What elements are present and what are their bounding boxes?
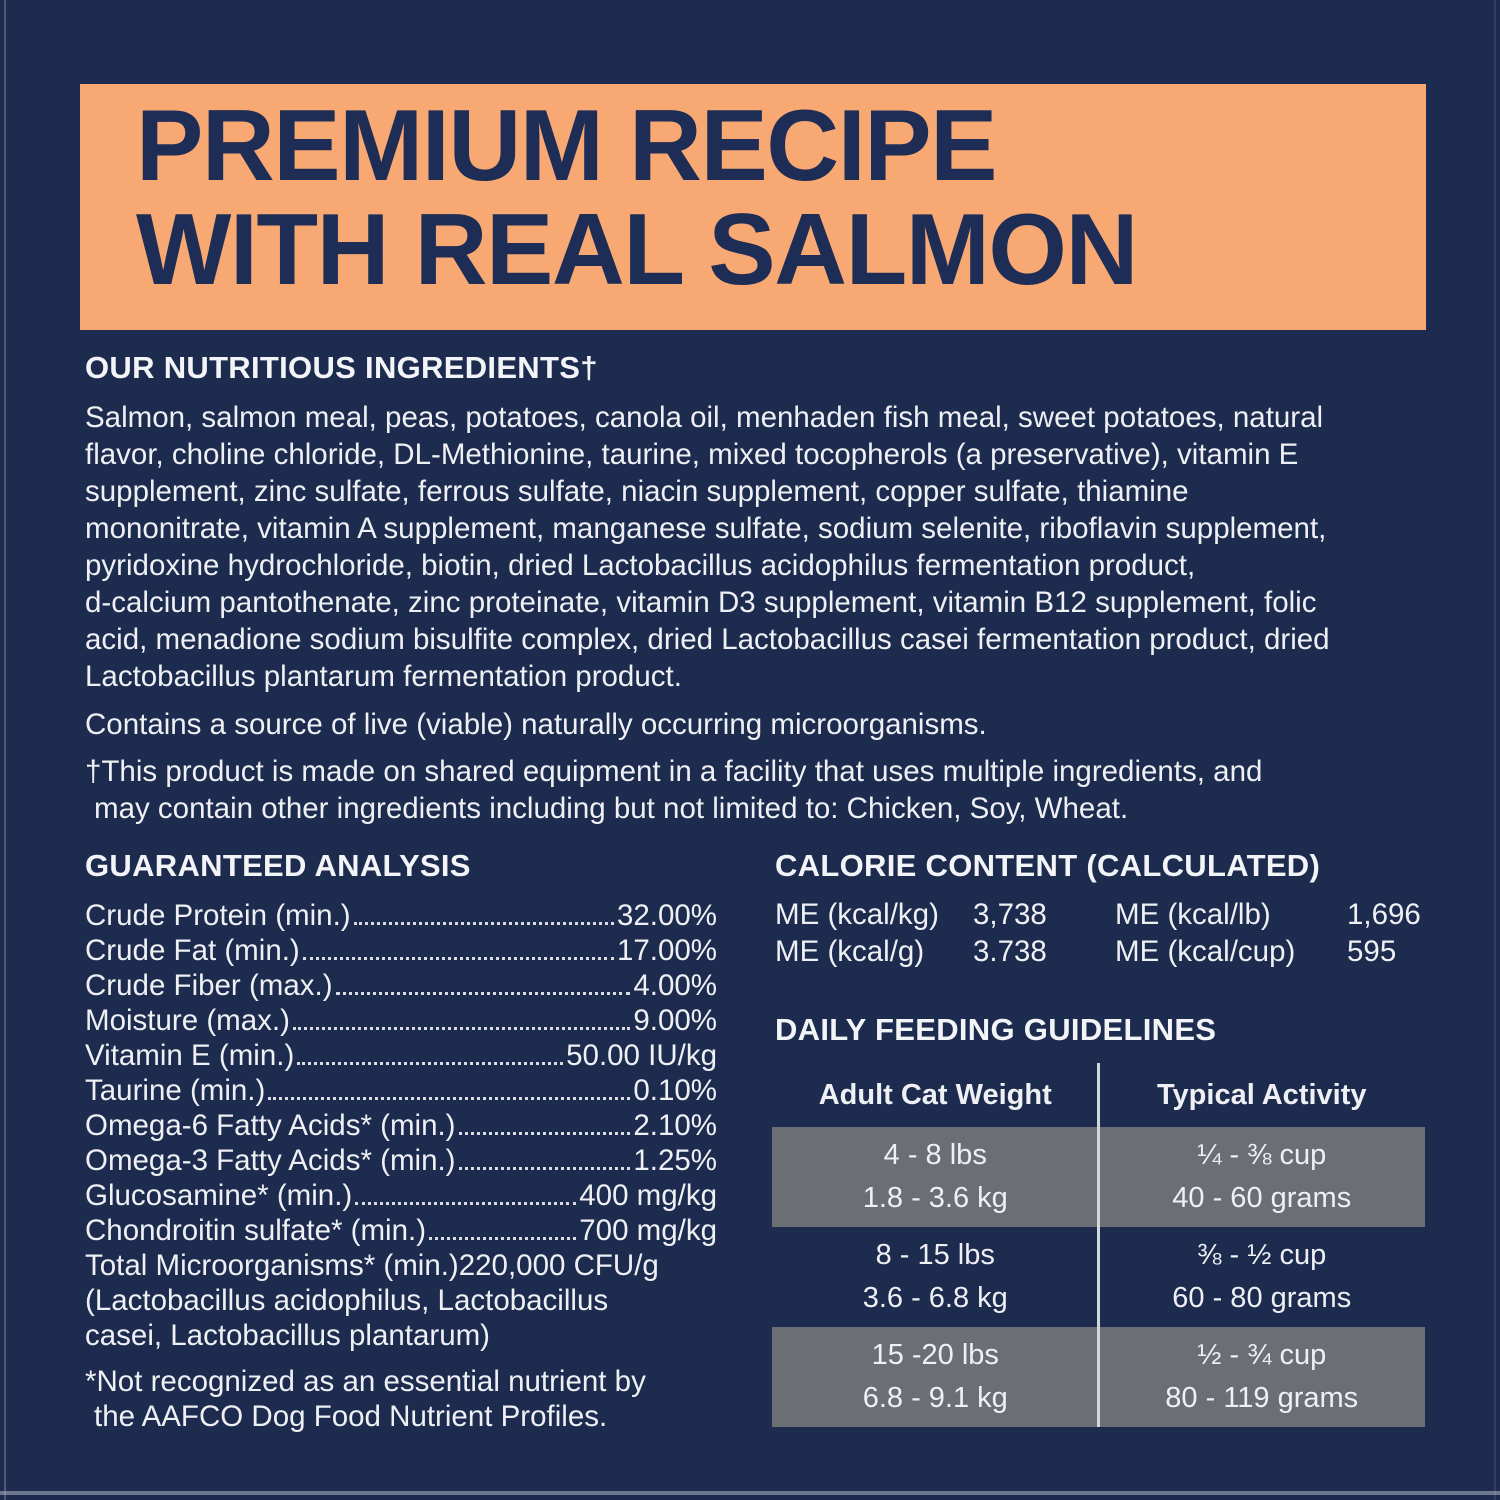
- analysis-total-microorganisms: Total Microorganisms* (min.)220,000 CFU/g: [85, 1249, 659, 1282]
- weight-kg: 1.8 - 3.6 kg: [862, 1182, 1008, 1214]
- package-edge-bottom: [0, 1491, 1500, 1495]
- guaranteed-analysis-heading: GUARANTEED ANALYSIS: [85, 848, 471, 883]
- product-title: [136, 90, 1137, 306]
- ingredients-paragraph: [85, 399, 1435, 695]
- title-banner: [80, 84, 1426, 330]
- analysis-value: 0.10%: [633, 1074, 717, 1107]
- feeding-guidelines-section: [775, 1012, 1435, 1048]
- calorie-label: ME (kcal/g): [775, 935, 925, 968]
- microorganisms-note: Contains a source of live (viable) naturally occurring microorganisms.: [85, 708, 987, 741]
- calorie-value: 3.738: [973, 935, 1047, 968]
- calorie-grid: [775, 896, 1435, 970]
- analysis-value: 2.10%: [633, 1109, 717, 1142]
- analysis-row: [85, 1108, 717, 1143]
- activity-cell: [1099, 1227, 1426, 1327]
- analysis-value: 32.00%: [616, 899, 717, 932]
- product-title-line2: WITH REAL SALMON: [136, 194, 1137, 306]
- column-header-weight: Adult Cat Weight: [818, 1078, 1052, 1111]
- ingredients-line: pyridoxine hydrochloride, biotin, dried Lactobacillus acidophilus fermentation product,: [85, 549, 1196, 582]
- ingredients-line: supplement, zinc sulfate, ferrous sulfate, niacin supplement, copper sulfate, thiamine: [85, 475, 1189, 508]
- ingredients-line: flavor, choline chloride, DL-Methionine, taurine, mixed tocopherols (a preservative), vitamin E: [85, 438, 1299, 471]
- weight-cell: [772, 1227, 1099, 1327]
- guaranteed-analysis-section: [85, 848, 717, 1434]
- analysis-row: [85, 1073, 717, 1108]
- dot-leader: [303, 957, 614, 960]
- activity-grams: 40 - 60 grams: [1172, 1182, 1352, 1214]
- analysis-row: [85, 1003, 717, 1038]
- feeding-guidelines-table: [772, 1063, 1425, 1427]
- footnote-line: may contain other ingredients including but not limited to: Chicken, Soy, Wheat.: [94, 792, 1129, 825]
- aafco-footnote: [85, 1364, 717, 1434]
- ingredients-line: mononitrate, vitamin A supplement, manganese sulfate, sodium selenite, riboflavin supplement,: [85, 512, 1327, 545]
- analysis-row: [85, 898, 717, 933]
- calorie-value: 3,738: [973, 898, 1047, 931]
- dot-leader: [355, 1202, 576, 1205]
- activity-grams: 80 - 119 grams: [1165, 1382, 1359, 1414]
- table-column-divider: [1097, 1063, 1100, 1427]
- footnote-line: †This product is made on shared equipment in a facility that uses multiple ingredients, and: [85, 755, 1263, 788]
- analysis-row: [85, 1178, 717, 1213]
- weight-cell: [772, 1127, 1099, 1227]
- activity-cups: ½ - ¾ cup: [1197, 1339, 1327, 1371]
- ingredients-line: Lactobacillus plantarum fermentation product.: [85, 660, 682, 693]
- analysis-value: 1.25%: [633, 1144, 717, 1177]
- ingredients-line: acid, menadione sodium bisulfite complex, dried Lactobacillus casei fermentation product, dried: [85, 623, 1330, 656]
- dot-leader: [293, 1027, 630, 1030]
- ingredients-line: d-calcium pantothenate, zinc proteinate, vitamin D3 supplement, vitamin B12 supplement, folic: [85, 586, 1317, 619]
- weight-lbs: 8 - 15 lbs: [875, 1239, 995, 1271]
- activity-cell: [1099, 1327, 1426, 1427]
- dot-leader: [297, 1062, 563, 1065]
- feeding-guidelines-heading: DAILY FEEDING GUIDELINES: [775, 1012, 1217, 1047]
- dot-leader: [268, 1097, 630, 1100]
- analysis-label: Omega-6 Fatty Acids* (min.): [85, 1109, 456, 1142]
- dot-leader: [459, 1132, 631, 1135]
- package-edge-left: [4, 0, 6, 1500]
- activity-cups: ¼ - ⅜ cup: [1197, 1139, 1327, 1171]
- analysis-microorganisms-detail: casei, Lactobacillus plantarum): [85, 1319, 491, 1352]
- package-edge-right: [1494, 0, 1496, 1500]
- calorie-label: ME (kcal/kg): [775, 898, 939, 931]
- calorie-content-heading: CALORIE CONTENT (CALCULATED): [775, 848, 1321, 883]
- analysis-value: 9.00%: [633, 1004, 717, 1037]
- ingredients-heading: OUR NUTRITIOUS INGREDIENTS†: [85, 350, 598, 385]
- ingredients-section: [85, 350, 1435, 827]
- analysis-label: Omega-3 Fatty Acids* (min.): [85, 1144, 456, 1177]
- analysis-label: Crude Fat (min.): [85, 934, 300, 967]
- analysis-value: 4.00%: [633, 969, 717, 1002]
- dot-leader: [429, 1237, 576, 1240]
- calorie-label: ME (kcal/lb): [1115, 898, 1271, 931]
- analysis-label: Moisture (max.): [85, 1004, 290, 1037]
- weight-kg: 6.8 - 9.1 kg: [862, 1382, 1008, 1414]
- weight-kg: 3.6 - 6.8 kg: [862, 1282, 1008, 1314]
- analysis-label: Crude Protein (min.): [85, 899, 351, 932]
- analysis-label: Taurine (min.): [85, 1074, 266, 1107]
- dot-leader: [336, 992, 631, 995]
- analysis-value: 400 mg/kg: [579, 1179, 717, 1212]
- analysis-label: Glucosamine* (min.): [85, 1179, 353, 1212]
- analysis-row: [85, 1213, 717, 1248]
- activity-cups: ⅜ - ½ cup: [1197, 1239, 1327, 1271]
- calorie-content-section: [775, 848, 1435, 970]
- shared-equipment-footnote: [85, 753, 1435, 827]
- analysis-row: [85, 933, 717, 968]
- aafco-footnote-line: the AAFCO Dog Food Nutrient Profiles.: [94, 1400, 608, 1433]
- analysis-value: 700 mg/kg: [579, 1214, 717, 1247]
- dot-leader: [354, 922, 614, 925]
- weight-lbs: 4 - 8 lbs: [883, 1139, 987, 1171]
- column-header-activity: Typical Activity: [1156, 1078, 1367, 1111]
- analysis-label: Crude Fiber (max.): [85, 969, 333, 1002]
- calorie-label: ME (kcal/cup): [1115, 935, 1296, 968]
- calorie-value: 595: [1347, 935, 1397, 968]
- product-title-line1: PREMIUM RECIPE: [136, 90, 997, 202]
- weight-cell: [772, 1327, 1099, 1427]
- analysis-label: Vitamin E (min.): [85, 1039, 295, 1072]
- analysis-label: Chondroitin sulfate* (min.): [85, 1214, 427, 1247]
- activity-cell: [1099, 1127, 1426, 1227]
- activity-grams: 60 - 80 grams: [1172, 1282, 1352, 1314]
- analysis-row: [85, 968, 717, 1003]
- analysis-row: [85, 1143, 717, 1178]
- analysis-microorganisms-detail: (Lactobacillus acidophilus, Lactobacillus: [85, 1284, 609, 1317]
- calorie-value: 1,696: [1347, 898, 1421, 931]
- dot-leader: [459, 1167, 631, 1170]
- analysis-value: 50.00 IU/kg: [566, 1039, 717, 1072]
- aafco-footnote-line: *Not recognized as an essential nutrient by: [85, 1365, 646, 1398]
- analysis-row: [85, 1038, 717, 1073]
- analysis-value: 17.00%: [616, 934, 717, 967]
- weight-lbs: 15 -20 lbs: [871, 1339, 999, 1371]
- ingredients-line: Salmon, salmon meal, peas, potatoes, canola oil, menhaden fish meal, sweet potatoes, natural: [85, 401, 1324, 434]
